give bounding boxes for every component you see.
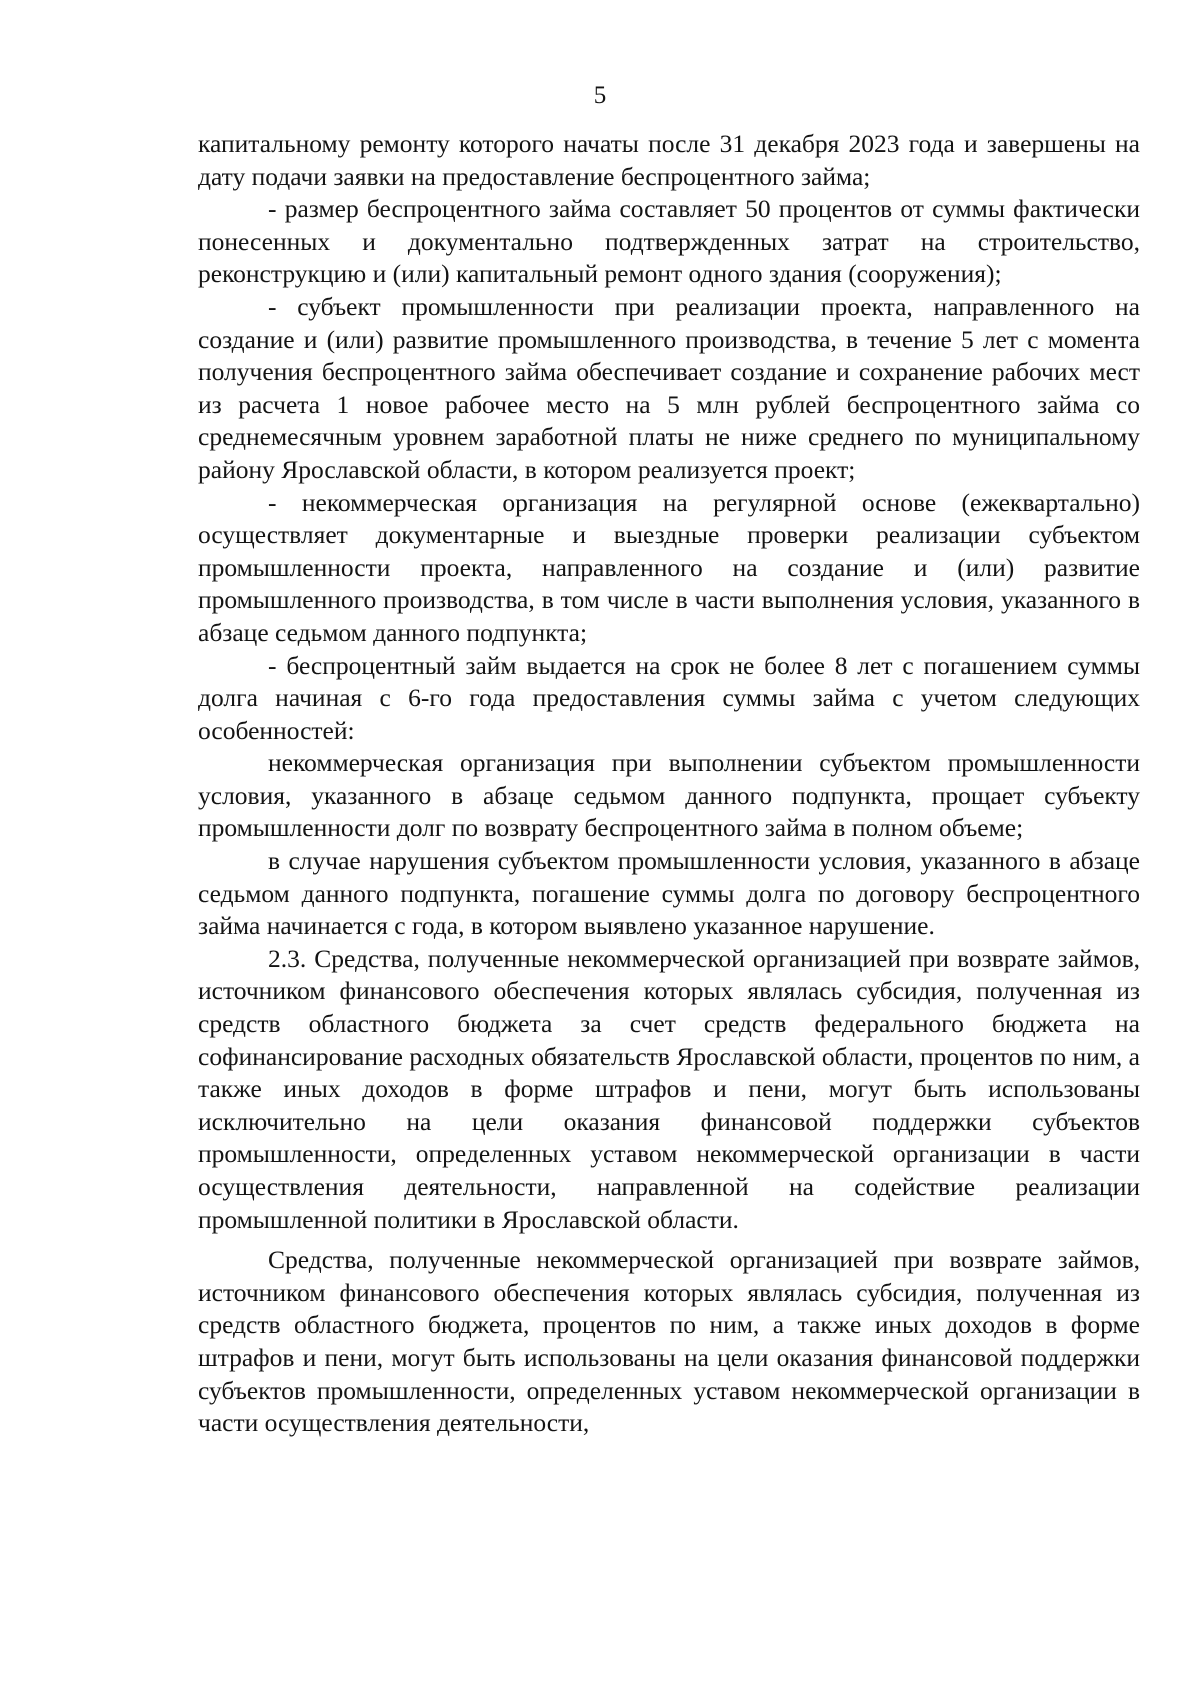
document-body <box>198 128 1140 1440</box>
paragraph: - субъект промышленности при реализации проекта, направленного на создание и (или) развитие промышленного производства, в течение 5 лет с момента получения беспроцентного займа обеспечивает создание и сохранение рабочих мест из расчета 1 новое рабочее место на 5 млн рублей беспроцентного займа со среднемесячным уровнем заработной платы не ниже среднего по муниципальному району Ярославской области, в котором реализуется проект; <box>198 291 1140 484</box>
page-number: 5 <box>593 82 607 109</box>
paragraph: в случае нарушения субъектом промышленности условия, указанного в абзаце седьмом данного подпункта, погашение суммы долга по договору беспроцентного займа начинается с года, в котором выявлено указанное нарушение. <box>198 846 1140 941</box>
paragraph: - беспроцентный займ выдается на срок не более 8 лет с погашением суммы долга начиная с 6-го года предоставления суммы займа с учетом следующих особенностей: <box>198 650 1140 745</box>
paragraph: некоммерческая организация при выполнении субъектом промышленности условия, указанного в абзаце седьмом данного подпункта, прощает субъекту промышленности долг по возврату беспроцентного займа в полном объеме; <box>198 748 1140 843</box>
paragraph: - некоммерческая организация на регулярной основе (ежеквартально) осуществляет документарные и выездные проверки реализации субъектом промышленности проекта, направленного на создание и (или) развитие промышленного производства, в том числе в части выполнения условия, указанного в абзаце седьмом данного подпункта; <box>198 487 1140 647</box>
paragraph: 2.3. Средства, полученные некоммерческой организацией при возврате займов, источником финансового обеспечения которых являлась субсидия, полученная из средств областного бюджета за счет средств федерального бюджета на софинансирование расходных обязательств Ярославской области, процентов по ним, а также иных доходов в форме штрафов и пени, могут быть использованы исключительно на цели оказания финансовой поддержки субъектов промышленности, определенных уставом некоммерческой организации в части осуществления деятельности, направленной на содействие реализации промышленной политики в Ярославской области. <box>198 943 1140 1234</box>
paragraph: Средства, полученные некоммерческой организацией при возврате займов, источником финансового обеспечения которых являлась субсидия, полученная из средств областного бюджета, процентов по ним, а также иных доходов в форме штрафов и пени, могут быть использованы на цели оказания финансовой поддержки субъектов промышленности, определенных уставом некоммерческой организации в части осуществления деятельности, <box>198 1245 1140 1438</box>
paragraph: - размер беспроцентного займа составляет 50 процентов от суммы фактически понесенных и документально подтвержденных затрат на строительство, реконструкцию и (или) капитальный ремонт одного здания (сооружения); <box>198 194 1140 289</box>
paragraph: капитальному ремонту которого начаты после 31 декабря 2023 года и завершены на дату подачи заявки на предоставление беспроцентного займа; <box>198 129 1140 191</box>
